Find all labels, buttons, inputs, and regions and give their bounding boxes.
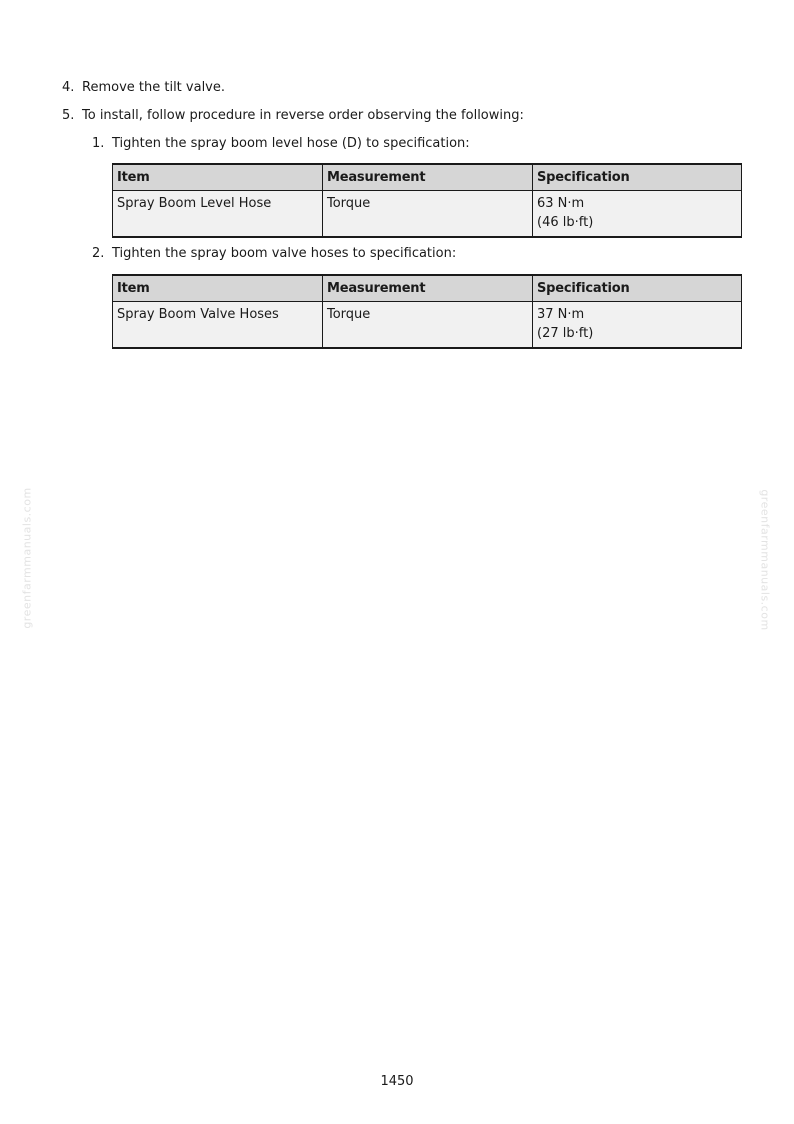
table-header-row: [113, 275, 742, 302]
table-row: [113, 302, 742, 349]
cell-item: Spray Boom Valve Hoses: [113, 302, 323, 349]
substep-number: 1.: [92, 136, 105, 151]
header-item: Item: [113, 275, 323, 302]
cell-specification: [533, 302, 742, 349]
step-text: To install, follow procedure in reverse order observing the following:: [82, 108, 524, 123]
substep-number: 2.: [92, 246, 105, 261]
watermark-left: greenfarmmanuals.com: [20, 487, 34, 629]
cell-specification: [533, 191, 742, 238]
substep-text: Tighten the spray boom level hose (D) to specification:: [112, 136, 470, 151]
spec-table-valve-hoses: [112, 274, 742, 349]
header-specification: Specification: [533, 164, 742, 191]
step-text: Remove the tilt valve.: [82, 80, 225, 95]
step-number: 5.: [62, 108, 75, 123]
step-number: 4.: [62, 80, 75, 95]
spec-table-level-hose: [112, 163, 742, 238]
spec-imperial: (27 lb·ft): [537, 326, 594, 341]
spec-metric: 63 N·m: [537, 196, 585, 211]
cell-measurement: Torque: [323, 191, 533, 238]
watermark-right: greenfarmmanuals.com: [758, 489, 772, 631]
step-5: [62, 108, 524, 124]
spec-metric: 37 N·m: [537, 307, 585, 322]
cell-measurement: Torque: [323, 302, 533, 349]
substep-2: [92, 246, 456, 262]
step-4: [62, 80, 225, 96]
header-measurement: Measurement: [323, 275, 533, 302]
substep-text: Tighten the spray boom valve hoses to specification:: [112, 246, 457, 261]
cell-item: Spray Boom Level Hose: [113, 191, 323, 238]
page-number: 1450: [380, 1074, 414, 1089]
table-row: [113, 191, 742, 238]
header-item: Item: [113, 164, 323, 191]
substep-1: [92, 136, 470, 152]
table-header-row: [113, 164, 742, 191]
header-measurement: Measurement: [323, 164, 533, 191]
spec-imperial: (46 lb·ft): [537, 215, 594, 230]
header-specification: Specification: [533, 275, 742, 302]
